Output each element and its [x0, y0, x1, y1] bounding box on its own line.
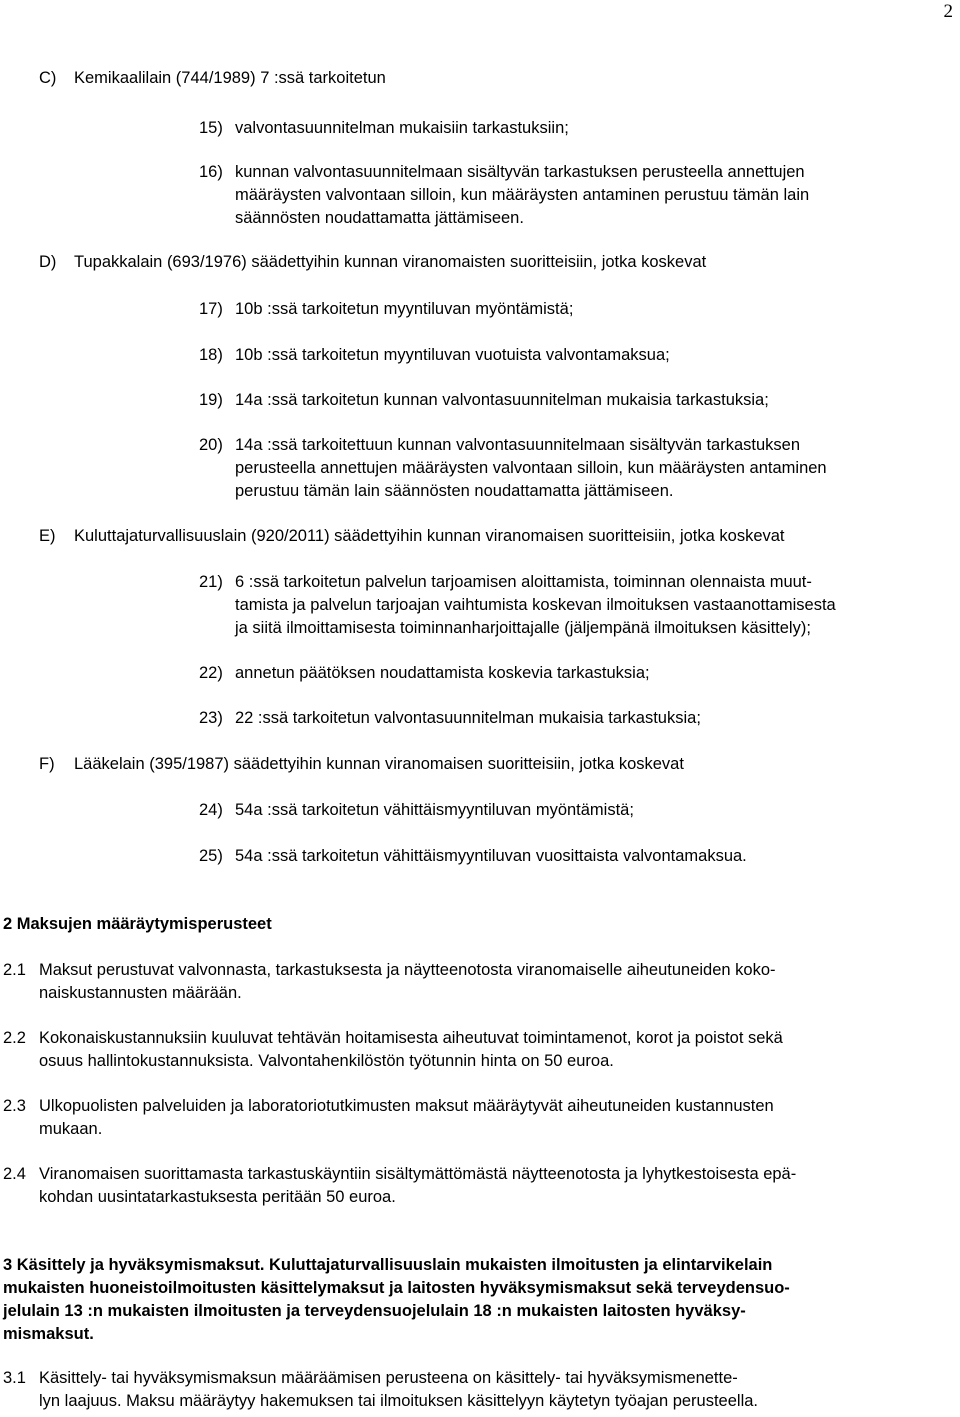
- section-letter: E): [39, 527, 56, 545]
- paragraph-number: 2.4: [3, 1165, 26, 1183]
- paragraph-number: 2.1: [3, 961, 26, 979]
- item-number: 16): [199, 163, 223, 181]
- item-number: 15): [199, 119, 223, 137]
- page-number: 2: [943, 1, 953, 22]
- item-number: 21): [199, 573, 223, 591]
- paragraph-text: Maksut perustuvat valvonnasta, tarkastuksesta ja näytteenotosta viranomaiselle aiheutuneiden koko- naiskustannusten määrään.: [39, 961, 776, 1002]
- item-text: 10b :ssä tarkoitetun myyntiluvan myöntämistä;: [235, 300, 574, 318]
- section-letter: C): [39, 69, 57, 87]
- section-heading-text: Lääkelain (395/1987) säädettyihin kunnan viranomaisen suoritteisiin, jotka koskevat: [74, 755, 684, 773]
- section-heading-text: Kemikaalilain (744/1989) 7 :ssä tarkoitetun: [74, 69, 386, 87]
- item-number: 25): [199, 847, 223, 865]
- section-heading-text: Tupakkalain (693/1976) säädettyihin kunnan viranomaisten suoritteisiin, jotka koskevat: [74, 253, 707, 271]
- paragraph-text: Käsittely- tai hyväksymismaksun määräämisen perusteena on käsittely- tai hyväksymismenette- lyn laajuus. Maksu määräytyy hakemuksen tai ilmoituksen käsittelyyn käytetyn työajan perusteella.: [39, 1369, 759, 1410]
- item-text: kunnan valvontasuunnitelmaan sisältyvän tarkastuksen perusteella annettujen määräysten valvontaan silloin, kun määräysten antaminen perustuu tämän lain säännösten noudattamatta jättämiseen.: [235, 163, 810, 227]
- item-number: 18): [199, 346, 223, 364]
- item-number: 19): [199, 391, 223, 409]
- paragraph-text: Kokonaiskustannuksiin kuuluvat tehtävän hoitamisesta aiheutuvat toimintamenot, korot ja poistot sekä osuus hallintokustannuksista. Valvontahenkilöstön työtunnin hinta on 50 euroa.: [39, 1029, 783, 1070]
- item-text: 14a :ssä tarkoitettuun kunnan valvontasuunnitelmaan sisältyvän tarkastuksen perusteella annettujen määräysten valvontaan silloin, kun määräysten antaminen perustuu tämän lain säännösten noudattamatta jättämiseen.: [235, 436, 827, 500]
- item-text: 54a :ssä tarkoitetun vähittäismyyntiluvan vuosittaista valvontamaksua.: [235, 847, 747, 865]
- item-text: 14a :ssä tarkoitetun kunnan valvontasuunnitelman mukaisia tarkastuksia;: [235, 391, 769, 409]
- item-number: 22): [199, 664, 223, 682]
- section-letter: D): [39, 253, 57, 271]
- paragraph-number: 2.3: [3, 1097, 26, 1115]
- item-number: 20): [199, 436, 223, 454]
- paragraph-text: Viranomaisen suorittamasta tarkastuskäyntiin sisältymättömästä näytteenotosta ja lyhytkestoisesta epä- kohdan uusintatarkastuksesta peritään 50 euroa.: [39, 1165, 797, 1206]
- item-text: 54a :ssä tarkoitetun vähittäismyyntiluvan myöntämistä;: [235, 801, 634, 819]
- section-3-heading: 3 Käsittely ja hyväksymismaksut. Kuluttajaturvallisuuslain mukaisten ilmoitusten ja elintarvikelain mukaisten huoneistoilmoitusten käsittelymaksut ja laitosten hyväksymismaksut sekä terveydensuo- jelulain 13 :n mukaisten ilmoitusten ja terveydensuojelulain 18 :n mukaisten laitosten hyväksy- mismaksut.: [3, 1256, 790, 1343]
- item-number: 23): [199, 709, 223, 727]
- item-number: 24): [199, 801, 223, 819]
- paragraph-number: 3.1: [3, 1369, 26, 1387]
- section-2-heading: 2 Maksujen määräytymisperusteet: [3, 915, 272, 933]
- item-text: 10b :ssä tarkoitetun myyntiluvan vuotuista valvontamaksua;: [235, 346, 670, 364]
- section-letter: F): [39, 755, 55, 773]
- item-text: 6 :ssä tarkoitetun palvelun tarjoamisen aloittamista, toiminnan olennaista muut- tamista ja palvelun tarjoajan vaihtumista koskevan ilmoituksen vastaanottamisesta ja siitä ilmoittamisesta toiminnanharjoittajalle (jäljempänä ilmoituksen käsittely);: [235, 573, 836, 637]
- paragraph-number: 2.2: [3, 1029, 26, 1047]
- paragraph-text: Ulkopuolisten palveluiden ja laboratoriotutkimusten maksut määräytyvät aiheutuneiden kustannusten mukaan.: [39, 1097, 774, 1138]
- item-text: annetun päätöksen noudattamista koskevia tarkastuksia;: [235, 664, 650, 682]
- section-heading-text: Kuluttajaturvallisuuslain (920/2011) säädettyihin kunnan viranomaisen suoritteisiin, jotka koskevat: [74, 527, 785, 545]
- item-number: 17): [199, 300, 223, 318]
- item-text: valvontasuunnitelman mukaisiin tarkastuksiin;: [235, 119, 569, 137]
- item-text: 22 :ssä tarkoitetun valvontasuunnitelman mukaisia tarkastuksia;: [235, 709, 701, 727]
